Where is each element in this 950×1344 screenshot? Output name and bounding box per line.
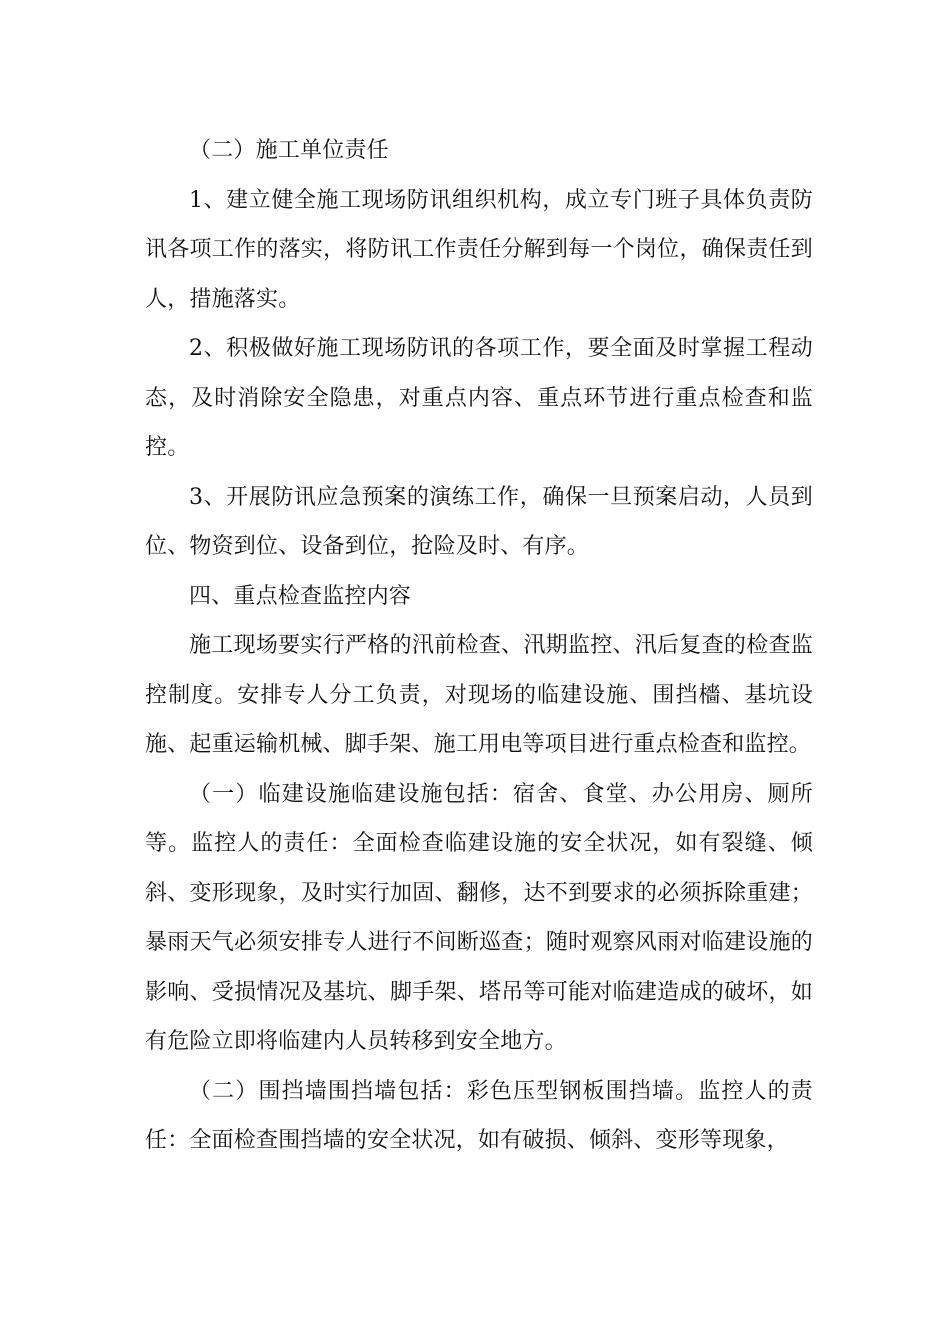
paragraph-temporary-facilities: （一）临建设施临建设施包括：宿舍、食堂、办公用房、厕所等。监控人的责任：全面检查临建设施的安全状况，如有裂缝、倾斜、变形现象，及时实行加固、翻修，达不到要求的必须拆除重建；暴雨天气必须安排专人进行不间断巡查；随时观察风雨对临建设施的影响、受损情况及基坑、脚手架、塔吊等可能对临建造成的破坏，如有危险立即将临建内人员转移到安全地方。 xyxy=(145,781,813,1054)
paragraph-inspection-system: 施工现场要实行严格的汛前检查、汛期监控、汛后复查的检查监控制度。安排专人分工负责，对现场的临建设施、围挡檣、基坑设施、起重运输机械、脚手架、施工用电等项目进行重点检查和监控。 xyxy=(145,633,813,757)
document-body xyxy=(145,126,813,1166)
section-heading-construction-unit: （二）施工单位责任 xyxy=(189,138,389,163)
paragraph-item-1: 1、建立健全施工现场防讯组织机构，成立专门班子具体负责防讯各项工作的落实，将防讯工作责任分解到每一个岗位，确保责任到人，措施落实。 xyxy=(145,187,813,312)
paragraph-item-3: 3、开展防讯应急预案的演练工作，确保一旦预案启动，人员到位、物资到位、设备到位，抢险及时、有序。 xyxy=(145,484,813,559)
paragraph-item-2: 2、积极做好施工现场防讯的各项工作，要全面及时掌握工程动态，及时消除安全隐患，对重点内容、重点环节进行重点检查和监控。 xyxy=(145,336,813,460)
paragraph-enclosure-wall: （二）围挡墙围挡墙包括：彩色压型钢板围挡墙。监控人的责任：全面检查围挡墙的安全状况，如有破损、倾斜、变形等现象， xyxy=(145,1078,813,1153)
section-heading-key-inspection: 四、重点检查监控内容 xyxy=(189,583,412,609)
